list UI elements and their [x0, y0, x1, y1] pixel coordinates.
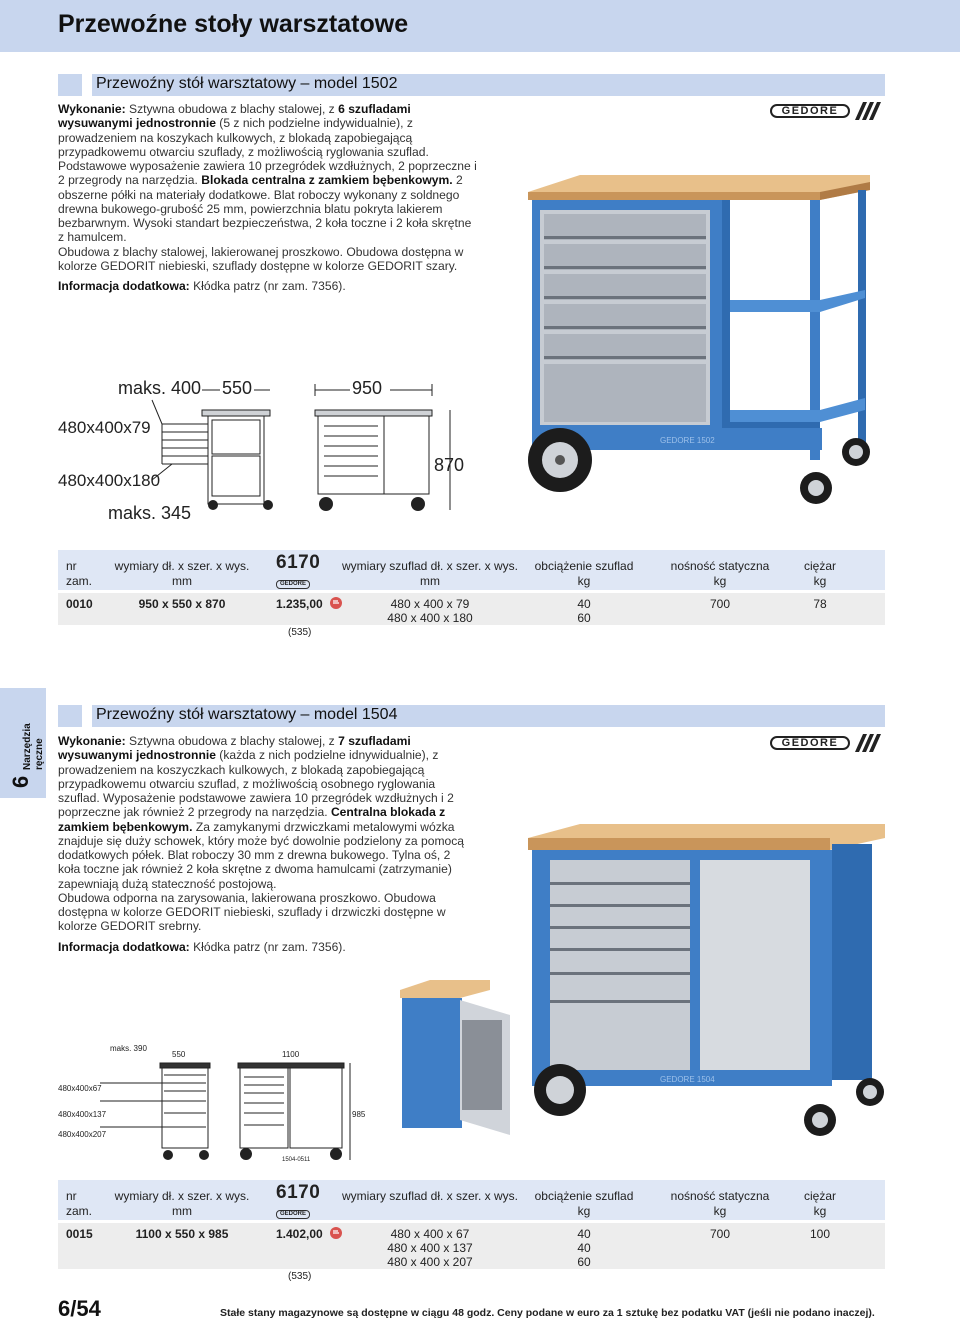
gedore-mini-logo: GEDORE	[276, 1210, 310, 1219]
dim-drawer-b: 480x400x137	[58, 1110, 107, 1119]
section-header-1502	[58, 74, 885, 96]
dim-550: 550	[222, 378, 253, 398]
dim-1100: 1100	[282, 1050, 300, 1059]
dim-max390: maks. 390	[110, 1044, 147, 1053]
euro-icon	[328, 1226, 344, 1240]
description-1504: Wykonanie: Sztywna obudowa z blachy stalowej, z 7 szufladami wysuwanymi jednostronnie (każda z nich podzielne idnywidualnie), z prowadzeniem na koszyczkach kulkowych, z blokadą zapobiegającą przypadkowemu otwarciu szuflad, z możliwością osobnego ryglowania szuflad. Wyposażenie podstawowe zawiera 10 przegródek wzdłużnych i 2 poprzeczne jak również 2 przegrody na narzędzia. Centralna blokada z zamkiem bębenkowym. Za zamykanymi drzwiczkami metalowymi wózka znajduje się duży schowek, który może być dowolnie podzielony za pomocą dodatkowych półek. Blat roboczy 30 mm z drewna bukowego. Tylna oś, 2 koła toczne jak również 2 koła skrętne z dwoma hamulcami (zatrzymanie) zapewniają dużą stateczność postojową. Obudowa odporna na zarysowania, lakierowana proszkowo. Obudowa dostępna w kolorze GEDORIT niebieski, szuflady i drzwiczki dostępne w kolorze GEDORIT srebrny. Informacja dodatkowa: Kłódka patrz (nr zam. 7356).	[58, 734, 465, 954]
workbench-1504-image	[400, 820, 890, 1150]
technical-drawing-1504	[100, 1055, 360, 1165]
svg-text:GEDORE 1504: GEDORE 1504	[660, 1075, 715, 1084]
order-table-1502	[58, 550, 885, 641]
section-title: Przewoźny stół warsztatowy – model 1502	[96, 75, 398, 92]
table-header: nr zam. wymiary dł. x szer. x wys. mm 6170 GEDORE wymiary szuflad dł. x szer. x wys. mm obciążenie szuflad kg nośność statyczna kg ciężar kg	[58, 550, 885, 590]
gedore-stripes-icon	[855, 102, 883, 120]
code-ref: (535)	[288, 627, 312, 638]
dim-550: 550	[172, 1050, 186, 1059]
dim-drawer-a: 480x400x67	[58, 1084, 102, 1093]
workbench-1502-image	[520, 170, 880, 520]
gedore-logo: GEDORE	[770, 104, 850, 118]
table-row: 0015 1100 x 550 x 985 1.402,00 480 x 400 x 67 480 x 400 x 137 480 x 400 x 207 40 40 60 700 100	[58, 1223, 885, 1269]
technical-drawing-1502	[150, 380, 470, 520]
section-title: Przewoźny stół warsztatowy – model 1504	[96, 706, 398, 723]
code-ref: (535)	[288, 1271, 312, 1282]
dim-985: 985	[352, 1110, 366, 1119]
dim-870: 870	[434, 455, 465, 475]
drawing-ref: 1504-0511	[282, 1157, 311, 1163]
chapter-label	[2, 700, 46, 790]
svg-text:GEDORE 1502: GEDORE 1502	[660, 436, 715, 445]
description-1502: Wykonanie: Sztywna obudowa z blachy stalowej, z 6 szufladami wysuwanymi jednostronnie (5 z nich podzielne indywidualnie), z prowadzeniem na koszykach kulkowych, z blokadą zapobiegającą przypadkowemu otwarciu szuflady, z możliwością ryglowania szuflad. Podstawowe wyposażenie zawiera 10 przegródek wzdłużnych, 2 poprzeczne i 2 przegrody na narzędzia. Blokada centralna z zamkiem bębenkowym. 2 obszerne półki na materiały dodatkowe. Blat roboczy wykonany z soldnego drewna bukowego-grubość 25 mm, powierzchnia blatu pokryta lakierem bezbarwnym. Wysoki standart bezpieczeństwa, 2 koła toczne i 2 koła skrętne z hamulcem. Obudowa z blachy stalowej, lakierowanej proszkowo. Obudowa dostępna w kolorze GEDORIT niebieski, szuflady dostępne w kolorze GEDORIT szary. Informacja dodatkowa: Kłódka patrz (nr zam. 7356).	[58, 102, 477, 293]
gedore-logo: GEDORE	[770, 736, 850, 750]
dim-max400: maks. 400	[118, 378, 202, 398]
dim-drawer-a: 480x400x79	[58, 418, 151, 437]
footer-note: Stałe stany magazynowe są dostępne w ciągu 48 godz. Ceny podane w euro za 1 sztukę bez podatku VAT (jeśli nie podano inaczej).	[220, 1307, 875, 1319]
gedore-stripes-icon	[855, 734, 883, 752]
svg-text:6: 6	[8, 775, 33, 788]
page-title: Przewoźne stoły warsztatowe	[58, 10, 409, 38]
dim-950: 950	[352, 378, 383, 398]
order-table-1504	[58, 1180, 885, 1285]
section-header-1504	[58, 705, 885, 727]
svg-text:Narzędzia: Narzędzia	[22, 723, 33, 770]
gedore-mini-logo: GEDORE	[276, 580, 310, 589]
dim-drawer-b: 480x400x180	[58, 471, 161, 490]
page-number: 6/54	[58, 1296, 101, 1321]
euro-icon	[328, 596, 344, 610]
dim-max345: maks. 345	[108, 503, 192, 523]
table-header: nr zam. wymiary dł. x szer. x wys. mm 6170 GEDORE wymiary szuflad dł. x szer. x wys. obciążenie szuflad kg nośność statyczna kg ciężar kg	[58, 1180, 885, 1220]
svg-text:ręczne: ręczne	[34, 738, 45, 770]
dim-drawer-c: 480x400x207	[58, 1130, 107, 1139]
table-row: 0010 950 x 550 x 870 1.235,00 480 x 400 x 79 480 x 400 x 180 40 60 700 78	[58, 593, 885, 625]
